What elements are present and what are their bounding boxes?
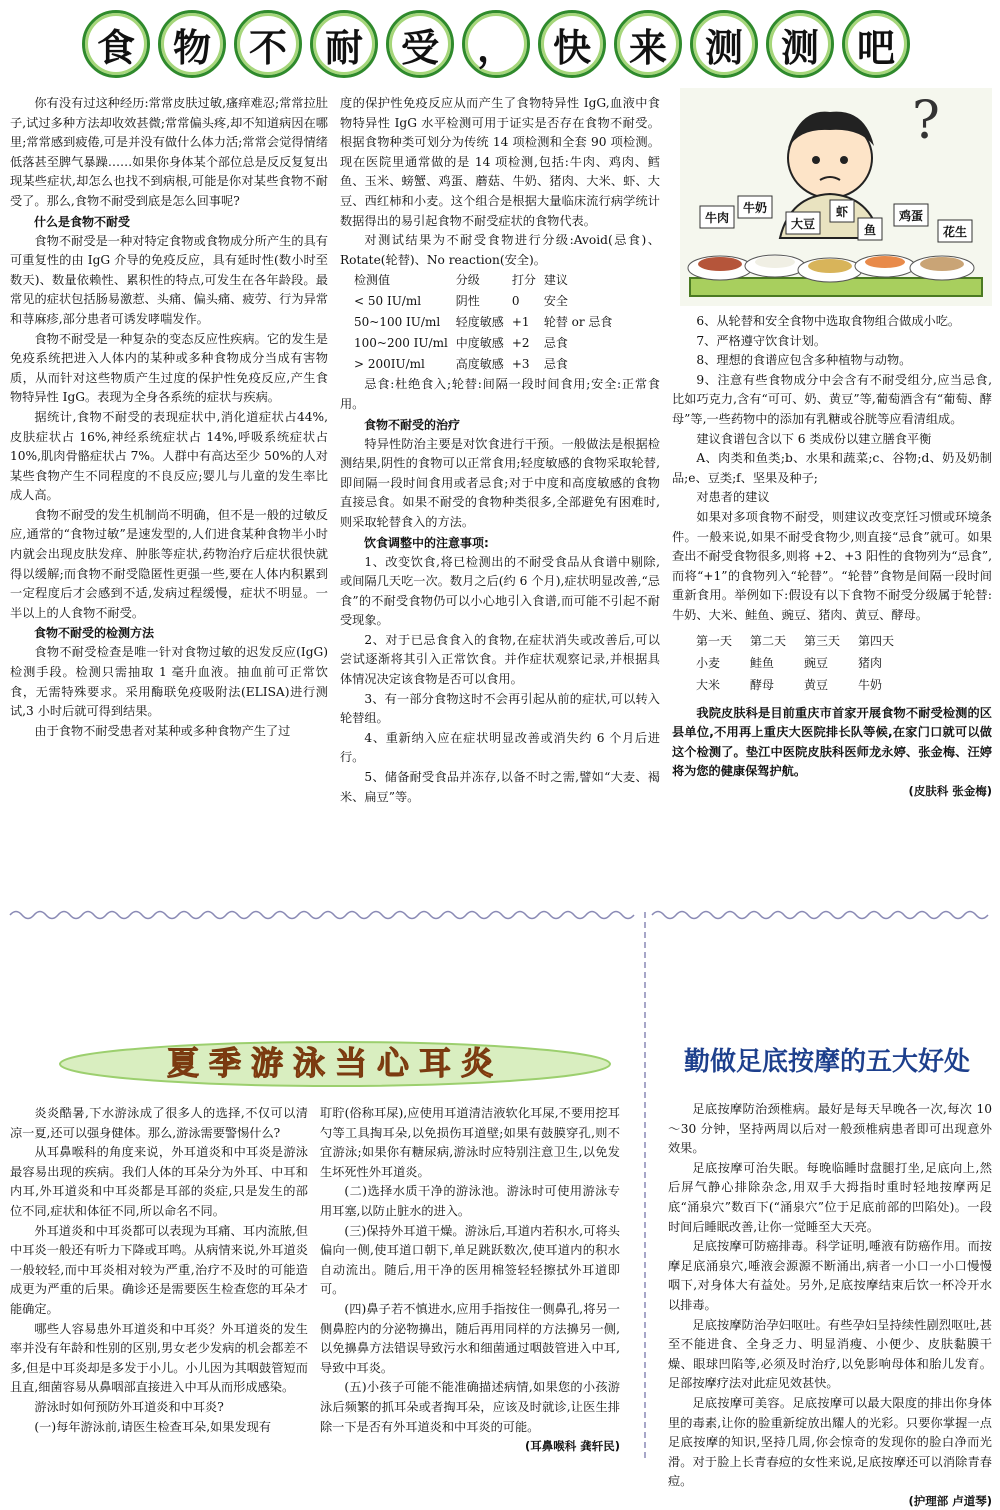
paragraph: 从耳鼻喉科的角度来说，外耳道炎和中耳炎是游泳最容易出现的疾病。我们人体的耳朵分为外耳、中耳和内耳,外耳道炎和中耳炎都是耳部的炎症,只是发生的部位不同,症状和体征不同,所以命名不同。 <box>10 1145 308 1218</box>
section-heading: 饮食调整中的注意事项: <box>364 535 489 550</box>
article3-title: 勤做足底按摩的五大好处 <box>683 1047 971 1077</box>
article2-column2 <box>320 1104 620 1464</box>
food-label: 大豆 <box>790 217 816 231</box>
paragraph: 食物不耐受的发生机制尚不明确，但不是一般的过敏反应,通常的“食物过敏”是速发型的,人们进食某种食物半小时内就会出现皮肤发痒、肿胀等症状,药物治疗后症状很快就得以缓解;而食物不耐受隐匿性更强一些,要在人体内积累到一定程度后才会感到不适,发病过程缓慢，症状不明显。一半以上的人食物不耐受。 <box>10 507 328 620</box>
table-cell: 牛奶 <box>858 677 883 692</box>
dotted-divider <box>650 908 992 922</box>
table-header: 第二天 <box>750 633 787 648</box>
paragraph: 如果对多项食物不耐受，则建议改变烹饪习惯或环境条件。一般来说,如果不耐受食物少,则直接“忌食”就可。如果查出不耐受食物很多,则将 +2、+3 阳性的食物列为“忌食”,而将“+1”的食物列入“轮替”。“轮替”食物是间隔一段时间重新食用。举例如下:假设有以下食物不耐受分级属于轮替:牛奶、大米、鲑鱼、豌豆、猪肉、黄豆、酵母。 <box>672 509 992 622</box>
table-cell: 猪肉 <box>858 655 883 670</box>
paragraph: 建议食谱包含以下 6 类成份以建立膳食平衡 <box>696 431 932 446</box>
table-header: 分级 <box>455 273 480 288</box>
article1-column3 <box>672 312 992 894</box>
intro-paragraph: 你有没有过这种经历:常常皮肤过敏,瘙痒难忍;常常拉肚子,试过多种方法却收效甚微;常常偏头疼,却不知道病因在哪里;常常感到疲倦,可是并没有做什么体力活;常常会觉得情绪低落甚至脾气暴躁……如果你身体某个部位总是反反复复出现某些症状,却怎么也找不到病根,可能是你对某些食物不耐受了。那么,食物不耐受到底是怎么回事呢? <box>10 96 328 208</box>
vertical-divider <box>641 912 649 1460</box>
title-char: ， <box>462 10 530 78</box>
table-cell: 50~100 IU/ml <box>354 315 441 330</box>
section-heading: 食物不耐受的治疗 <box>364 417 461 432</box>
table-cell: 100~200 IU/ml <box>354 336 448 351</box>
table-header-row <box>696 630 902 652</box>
paragraph: 外耳道炎和中耳炎都可以表现为耳痛、耳内流脓,但中耳炎一般还有听力下降或耳鸣。从病情来说,外耳道炎一般较轻,而中耳炎相对较为严重,治疗不及时的可能造成更为严重的后果。确诊还是需要医生检查您的耳朵才能确定。 <box>10 1223 308 1316</box>
paragraph: 食物不耐受检查是唯一针对食物过敏的迟发反应(IgG)检测手段。检测只需抽取 1 毫升血液。抽血前可正常饮食，无需特殊要求。采用酶联免疫吸附法(ELISA)进行测试,3 小时后就可得到结果。 <box>10 645 328 719</box>
paragraph: 食物不耐受是一种对特定食物或食物成分所产生的具有可重复性的由 IgG 介导的免疫反应，具有延时性(数小时至数天)、数量依赖性、累积性的特点,可发生在各年龄段。最常见的症状包括肠易激惹、头痛、偏头痛、疲劳、行为异常和荨麻疹,部分患者可诱发哮喘发作。 <box>10 233 328 326</box>
food-label: 牛肉 <box>704 211 730 225</box>
table-cell: 轮替 or 忌食 <box>543 315 613 330</box>
table-cell: > 200IU/ml <box>354 357 425 372</box>
paragraph: 足底按摩可美容。足底按摩可以最大限度的排出你身体里的毒素,让你的脸重新绽放出耀人的光彩。只要你掌握一点足底按摩的知识,坚持几周,你会惊奇的发现你的脸白净而光滑。对于脸上长青春痘的女性来说,足底按摩还可以消除青春痘。 <box>668 1395 992 1489</box>
table-header: 第四天 <box>858 633 895 648</box>
title-char: 耐 <box>310 10 378 78</box>
title-char: 食 <box>82 10 150 78</box>
article2-title-banner <box>55 1030 615 1090</box>
title-char: 受 <box>386 10 454 78</box>
table-cell: 0 <box>511 294 520 309</box>
table-cell: 鲑鱼 <box>750 655 775 670</box>
table-cell: 阴性 <box>455 294 480 309</box>
rotation-table <box>696 630 902 696</box>
article3-title-svg <box>660 1030 994 1090</box>
paragraph: 耵聍(俗称耳屎),应使用耳道清洁液软化耳屎,不要用挖耳勺等工具掏耳朵,以免损伤耳道壁;如果有鼓膜穿孔,则不宜游泳;如果你有糖尿病,游泳时应特别注意卫生,以免发生坏死性外耳道炎。 <box>320 1106 620 1179</box>
paragraph: 9、注意有些食物成分中会含有不耐受组分,应当忌食,比如巧克力,含有“可可、奶、黄豆”等,葡萄酒含有“葡萄、酵母”等,一些药物中的添加有乳糖或谷胱等应看清组成。 <box>672 372 992 426</box>
table-cell: 轻度敏感 <box>455 315 504 330</box>
main-title-banner <box>82 6 918 78</box>
paragraph: 1、改变饮食,将已检测出的不耐受食品从食谱中剔除,或间隔几天吃一次。数月之后(约 6 个月),症状明显改善,“忌食”的不耐受食物仍可以小心地引入食谱,而可能不引起不耐受现象。 <box>340 554 660 628</box>
paragraph: 食物不耐受是一种复杂的变态反应性疾病。它的发生是免疫系统把进入人体内的某种或多种食物成分当成有害物质，从而针对这些物质产生过度的保护性免疫反应,产生食物特异性 IgG。表现为全身各系统的症状与疾病。 <box>10 331 328 405</box>
title-char: 测 <box>690 10 758 78</box>
paragraph: A、肉类和鱼类;b、水果和蔬菜;c、谷物;d、奶及奶制品;e、豆类;f、坚果及种子; <box>672 451 992 485</box>
table-cell: 忌食 <box>543 336 568 351</box>
table-row <box>696 652 902 674</box>
paragraph: 7、严格遵守饮食计划。 <box>696 333 827 348</box>
paragraph: 6、从轮替和安全食物中选取食物组合做成小吃。 <box>696 314 961 328</box>
paragraph: (一)每年游泳前,请医生检查耳朵,如果发现有 <box>34 1419 272 1434</box>
paragraph: 据统计,食物不耐受的表现症状中,消化道症状占44%,皮肤症状占 16%,神经系统症状占 14%,呼吸系统症状占 10%,肌肉骨骼症状占 7%。人群中有高达至少 50%的人对某些食物产生不同程度的不良反应;婴儿与儿童的发生率比成人高。 <box>10 409 328 503</box>
paragraph: (二)选择水质干净的游泳池。游泳时可使用游泳专用耳塞,以防止脏水的进入。 <box>320 1184 620 1218</box>
title-char: 不 <box>234 10 302 78</box>
paragraph: 足底按摩可治失眠。每晚临睡时盘腿打坐,足底向上,然后屏气静心排除杂念,用双手大拇指时重时轻地按摩两足底“涌泉穴”数百下(“涌泉穴”位于足底前部的凹陷处)。一段时间后睡眠改善,让你一觉睡至大天亮。 <box>668 1160 992 1234</box>
title-char: 测 <box>766 10 834 78</box>
paragraph: 足底按摩防治颈椎病。最好是每天早晚各一次,每次 10～30 分钟，坚持两周以后对一般颈椎病患者即可出现意外效果。 <box>668 1102 992 1156</box>
article3-title-banner <box>660 1030 994 1090</box>
table-row <box>354 291 620 312</box>
paragraph: 度的保护性免疫反应从而产生了食物特异性 IgG,血液中食物特异性 IgG 水平检测可用于证实是否存在食物不耐受。根据食物种类可划分为传统 14 项检测和全套 90 项检测。现在医院里通常做的是 14 项检测,包括:牛肉、鸡肉、鳕鱼、玉米、螃蟹、鸡蛋、蘑菇、牛奶、猪肉、大米、虾、大豆、西红柿和小麦。这个组合是根据大量临床流行病学统计数据得出的易引起食物不耐受症状的食物代表。 <box>340 96 660 228</box>
food-label: 花生 <box>942 225 968 239</box>
paragraph: 游泳时如何预防外耳道炎和中耳炎? <box>34 1399 224 1414</box>
title-char: 快 <box>538 10 606 78</box>
table-cell: 忌食 <box>543 357 568 372</box>
food-label: 鸡蛋 <box>898 209 924 223</box>
paragraph: 忌食:杜绝食入;轮替:间隔一段时间食用;安全:正常食用。 <box>340 377 660 411</box>
food-label: 牛奶 <box>742 201 768 215</box>
article1-column1 <box>10 94 328 889</box>
article2-column1 <box>10 1104 308 1464</box>
paragraph: (四)鼻子若不慎进水,应用手指按住一侧鼻孔,将另一侧鼻腔内的分泌物擤出，随后再用同样的方法擤另一侧,以免擤鼻方法错误导致污水和细菌通过咽鼓管进入中耳,导致中耳炎。 <box>320 1301 620 1375</box>
table-header: 建议 <box>543 273 568 288</box>
paragraph: 2、对于已忌食食入的食物,在症状消失或改善后,可以尝试逐渐将其引入正常饮食。并作症状观察记录,并根据具体情况决定该食物是否可以食用。 <box>340 632 660 687</box>
paragraph: 炎炎酷暑,下水游泳成了很多人的选择,不仅可以清凉一夏,还可以强身健体。那么,游泳需要警惕什么? <box>10 1106 308 1140</box>
table-row <box>354 333 620 354</box>
paragraph: 8、理想的食谱应包含多种植物与动物。 <box>696 353 912 368</box>
table-cell: 酵母 <box>750 677 775 692</box>
table-cell: 中度敏感 <box>455 336 504 351</box>
paragraph: 特异性防治主要是对饮食进行干预。一般做法是根据检测结果,阴性的食物可以正常食用;轻度敏感的食物采取轮替,即间隔一段时间食用或者忌食;对于中度和高度敏感的食物直接忌食。如果不耐受的食物种类很多,全部避免有困难时,则采取轮替食入的方法。 <box>340 436 660 529</box>
grading-table <box>354 270 620 375</box>
table-row <box>696 674 902 696</box>
food-illustration <box>680 88 992 306</box>
paragraph: 对测试结果为不耐受食物进行分级:Avoid(忌食)、Rotate(轮替)、No reaction(安全)。 <box>340 233 660 267</box>
paragraph: (五)小孩子可能不能准确描述病情,如果您的小孩游泳后频繁的抓耳朵或者掏耳朵，应该及时就诊,让医生排除一下是否有外耳道炎和中耳炎的可能。 <box>320 1380 620 1434</box>
table-header: 第一天 <box>696 633 733 648</box>
food-label: 虾 <box>835 205 849 219</box>
food-illustration-svg <box>680 88 992 306</box>
table-cell: 大米 <box>696 677 721 692</box>
paragraph: 4、重新纳入应在症状明显改善或消失约 6 个月后进行。 <box>340 730 660 765</box>
table-header: 第三天 <box>804 633 841 648</box>
article2-title: 夏季游泳当心耳炎 <box>166 1044 504 1082</box>
article1-column2 <box>340 94 660 889</box>
table-cell: 豌豆 <box>804 655 829 670</box>
paragraph: 3、有一部分食物这时不会再引起从前的症状,可以转入轮替组。 <box>340 691 660 726</box>
table-cell: +2 <box>511 336 530 351</box>
paragraph: 5、储备耐受食品并冻存,以备不时之需,譬如“大麦、褐米、扁豆”等。 <box>340 770 660 804</box>
paragraph: 对患者的建议 <box>696 490 770 505</box>
food-label: 鱼 <box>863 223 877 237</box>
section-heading: 食物不耐受的检测方法 <box>34 626 155 641</box>
table-cell: 黄豆 <box>804 677 829 692</box>
table-cell: 高度敏感 <box>455 357 504 372</box>
table-cell: 小麦 <box>696 655 721 670</box>
title-char: 物 <box>158 10 226 78</box>
article2-title-svg <box>55 1030 615 1090</box>
table-cell: +3 <box>511 357 530 372</box>
table-header: 检测值 <box>354 273 391 288</box>
title-char: 来 <box>614 10 682 78</box>
table-row <box>354 354 620 375</box>
title-char: 吧 <box>842 10 910 78</box>
paragraph: (三)保持外耳道干燥。游泳后,耳道内若积水,可将头偏向一侧,使耳道口朝下,单足跳跃数次,使耳道内的积水自动流出。随后,用干净的医用棉签轻轻擦拭外耳道即可。 <box>320 1223 620 1297</box>
paragraph: 足底按摩防治孕妇呕吐。有些孕妇呈持续性剧烈呕吐,甚至不能进食、全身乏力、明显消瘦、小便少、皮肤黏膜干燥、眼球凹陷等,必须及时治疗,以免影响母体和胎儿发育。足部按摩疗法对此症见效甚快。 <box>668 1317 992 1391</box>
table-cell: < 50 IU/ml <box>354 294 422 309</box>
paragraph: 由于食物不耐受患者对某种或多种食物产生了过 <box>34 723 291 738</box>
article3-column <box>668 1100 992 1508</box>
question-mark-icon: ? <box>912 91 940 151</box>
hospital-note: 我院皮肤科是目前重庆市首家开展食物不耐受检测的区县单位,不用再上重庆大医院排长队等候,在家门口就可以做这个检测了。垫江中医院皮肤科医师龙永婷、张金梅、汪婷将为您的健康保驾护航。 <box>672 705 992 779</box>
paragraph: 足底按摩可防癌排毒。科学证明,唾液有防癌作用。而按摩足底涌泉穴,唾液会源源不断涌出,病者一小口一小口慢慢咽下,对身体大有益处。另外,足底按摩结束后饮一杯冷开水以排毒。 <box>668 1239 992 1312</box>
dotted-divider <box>8 908 638 922</box>
table-cell: +1 <box>511 315 530 330</box>
table-cell: 安全 <box>543 294 568 309</box>
signature: (耳鼻喉科 龚轩民) <box>524 1439 620 1454</box>
table-header-row <box>354 270 620 291</box>
paragraph: 哪些人容易患外耳道炎和中耳炎？外耳道炎的发生率并没有年龄和性别的区别,男女老少发病的机会都差不多,但是中耳炎却是多发于小儿。小儿因为其咽鼓管短而且直,细菌容易从鼻咽部直接进入中耳从而形成感染。 <box>10 1321 308 1395</box>
signature: (皮肤科 张金梅) <box>908 783 992 798</box>
table-header: 打分 <box>511 273 536 288</box>
section-heading: 什么是食物不耐受 <box>34 214 131 229</box>
table-row <box>354 312 620 333</box>
signature: (护理部 卢道琴) <box>908 1493 992 1508</box>
